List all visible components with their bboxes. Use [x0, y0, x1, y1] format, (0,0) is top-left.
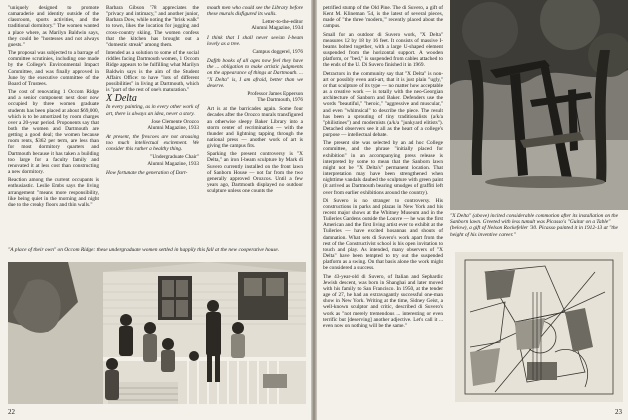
paragraph: Di Suvero is no stranger to controversy. His constructions in parks and plazas in New York and his recent major shows at the Whitney Museum and in the Tuileries Gardens outside the Louvre — he was the first American and the first living artist ever to exhibit at the Tuileries — have excited hosannas and shouts of damnation. What sets di Suvero's work apart from the rest of the Constructivist school is his open invitation to touch and play. As intended, many observers of "X Delta" have been tempted to try out the suspended platform as a swing. On that basis alone the work might be considered a success.: [323, 197, 443, 272]
picasso-painting-image: [455, 252, 623, 402]
article-column-3: [207, 5, 303, 196]
epigraph-quote: mouth men who could see the Library before these murals disfigured its walls.: [207, 5, 303, 18]
attribution-source: Alumni Magazine, 1933: [147, 160, 199, 167]
article-column-2: [106, 5, 199, 178]
epigraph-quote: In every painting, as in every other work of art, there is always an idea, never a story.: [106, 104, 199, 117]
x-delta-photo-image: [450, 0, 628, 210]
paragraph: Barbara Gibson '78 appreciates the "privacy and intimacy," and another junior, Barbara Dow, while noting the "brisk walk" to town, likes the location for jogging and cross-country skiing. The women confess that the kitchen has brought out a "domestic streak" among them.: [106, 5, 199, 48]
attribution: Campus doggerel, 1976: [252, 48, 303, 55]
house-photo-image: [8, 262, 306, 404]
left-page: [0, 0, 311, 420]
section-heading: X Delta: [106, 93, 137, 105]
attribution-name: "Undergraduate Chair": [150, 154, 199, 161]
x-delta-photo: [450, 0, 628, 210]
paragraph: Detractors in the community say that "X Delta" is non-art or possibly even anti-art, that it is just plain "ugly," or that sculpture of its type — no matter how acceptable as a creative work — is totally with the neo-Georgian architecture of Sanborn and Baker. Defenders use the words "beautiful," "heroic," "aggressive and muscular," and even "whimsical" to describe the piece. The result has been a sprouting of tiny traditionalists (a/k/a "philistines") and modernists (a/k/a "junkyard elitists"). Detached observers see it all as the heart of a college's purpose — intellectual debate.: [323, 70, 443, 139]
attribution-source: Alumni Magazine, 1934: [251, 25, 303, 32]
paragraph: The proposal was subjected to a barrage of committee scrutinies, including one made by the College's Environmental Impact Committee, and was finally approved in June by the executive committee of the Board of Trustees.: [8, 50, 99, 87]
attribution: [106, 119, 199, 131]
house-photo: [8, 262, 306, 404]
photo-caption: "A place of their own" on Occom Ridge: these undergraduate women settled in happily this fall at the new cooperative house.: [8, 247, 280, 253]
picasso-painting-photo: [455, 252, 623, 402]
page-number: 22: [8, 408, 15, 416]
attribution-source: Alumni Magazine, 1933: [147, 124, 199, 131]
paragraph: Intended as a solution to some of the social riddles facing Dartmouth women, 1 Occom Ridge appears to be fulfilling what Marilyn Baldwin says is the aim of the Student Affairs Office: to have "lots of different possibilities" in living at Dartmouth, which is "part of the rest of one's maturation.": [106, 50, 199, 94]
attribution-name: Jose Clemente Orozco: [151, 118, 199, 125]
attribution-name: Professor James Epperson: [247, 90, 303, 97]
attribution: [106, 154, 199, 166]
epigraph-quote: I think that I shall never see/an I-beam lovely as a tree.: [207, 34, 303, 47]
epigraph-quote: At present, the frescoes are not arousing too much intellectual excitement. We consider this rather a healthy thing.: [106, 133, 199, 153]
paragraph: The 43-year-old di Suvero, of Italian and Sephardic Jewish descent, was born in Shanghai and later moved with his family to San Francisco. In 1950, at the tender age of 27, he had an extravagantly successful one-man show in New York. Writing at the time, Sidney Geist, a well-known sculptor and critic, described di Suvero's work as "not merely tremendous ... interesting or even terrific but [deserving] another adjective. Let's call it ... even now on nothing will be the same.": [323, 273, 443, 329]
paragraph: Art is at the barricades again. Some four decades after the Orozco murals transfigured an otherwise sleepy Baker Library into a storm center of recrimination — with the thunder and lightning tapping through the national press — another work of art is giving the campus fits.: [207, 106, 303, 150]
paragraph: petrified stump of the Old Pine. The di Suvero, a gift of Kent M. Klineman '54, is the latest of several pieces, made of "the three 'modern,'" recently placed about the campus.: [323, 5, 443, 30]
page-number: 23: [615, 408, 622, 416]
photo-caption: "X Delta" (above) incited considerable commotion after its installation on the Sanborn lawn. Greeted with less tumult was Picasso's "Guitar on a Table" (below), a gift of Nelson Rockefeller '30. Picasso painted it in 1912-13 at "the height of his inventive career.": [450, 213, 619, 238]
article-column-4: [323, 5, 443, 331]
attribution-source: The Dartmouth, 1976: [257, 97, 303, 104]
paragraph: The present site was selected by an ad hoc College committee, and the phrase "initially placed for exhibition" in an accompanying press release is interpreted by some to mean that the Sanborn lawn might not be "X Delta's" permanent location. That interpretation may have been strengthened when nighttime vandals daubed the sculpture with green paint (it arrived as Dartmouth bearing smudges of graffiti left over from earlier exhibitions around the country).: [323, 140, 443, 196]
epigraph-quote: How fortunate the generation of Dart-: [106, 169, 188, 176]
paragraph: Reaction among the current occupants is enthusiastic. Leslie Embs says the living arrangement "means more responsibility, like being quiet in the morning and night due to the creaky floors and thin walls.": [8, 177, 99, 208]
right-page: [317, 0, 628, 420]
attribution: [207, 19, 303, 31]
paragraph: "uniquely designed to promote camaraderie and identity outside of the classroom, sports activities, and the traditional dormitory." The women wanted a place where, as Marilyn Baldwin says, they could be "hostesses and not always guests.": [8, 5, 99, 48]
paragraph: Sparking the present controversy is "X Delta," an iron I-beam sculpture by Mark di Suvero currently installed on the front lawn of Sanborn House — not far from the two generally approved Orozcos. Until a few years ago, Dartmouth displayed no outdoor sculpture unless one counts the: [207, 151, 303, 195]
epigraph-quote: Dafjth books of all ages now feel they have the ... obligation to make artistic judgments on the appearance of things at Dartmouth. ... "X Delta" is, I am afraid, better than we deserve.: [207, 58, 303, 89]
paragraph: Small for an outdoor di Suvero work, "X Delta" measures 12 by 18 by 16 feet. It consists of massive I-beams bolted together, with a large U-shaped element suspended from the horizontal support. A wooden platform, or "bed," is suspended from cables attached to the ends of the U. Di Suvero finished it in 1969.: [323, 31, 443, 69]
paragraph: The cost of renovating 1 Occom Ridge and a senior component next door now occupied by three women graduate students has been placed at about $69,000, which is to be amortized by room charges over a 20-year period. Proponents say that both the women and Dartmouth are getting a good deal; the women because room rents, $362 per term, are less than for most dormitory quarters and Dartmouth because it has taken a building too large for a faculty family and renovated it at less cost than constructing a new dormitory.: [8, 89, 99, 176]
attribution: [207, 91, 303, 103]
attribution-name: Letter-to-the-editor: [262, 19, 303, 26]
article-column-1: [8, 5, 99, 210]
